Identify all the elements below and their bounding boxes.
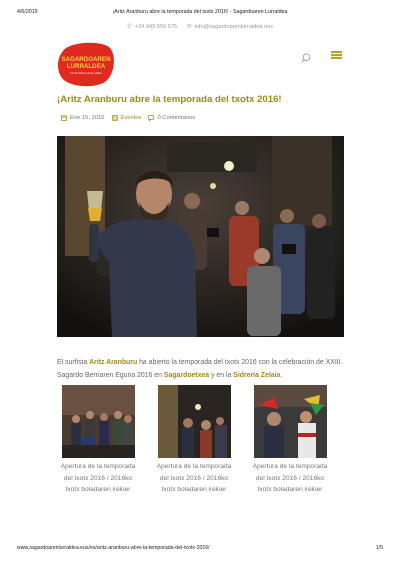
gallery-caption: Apertura de la temporada del txotx 2016 / 2016ko txotx boladaren irekier (60, 463, 136, 493)
post-comments-count[interactable]: 0 Comentarios (157, 115, 196, 121)
phone-number: +34 943 550 575 (134, 23, 178, 30)
body-text-2: ha abierto la temporada del txotx 2016 con la celebración de XXIII. Sagardo Berriaren Eguna 2016 en (57, 359, 343, 379)
calendar-icon (61, 115, 67, 121)
print-document-title: ¡Aritz Aranburu abre la temporada del txotx 2016! - Sagardoaren Lurraldea (112, 9, 288, 15)
folder-icon (112, 115, 118, 121)
email-contact[interactable] (187, 23, 273, 30)
print-url: www.sagardoarenlurraldea.eus/es/aritz-aranburu-abre-la-temporada-del-txotx-2016/ (17, 545, 210, 551)
gallery-caption: Apertura de la temporada del txotx 2016 / 2016ko txotx boladaren irekier (156, 463, 232, 493)
gallery-thumbnail[interactable] (254, 385, 327, 458)
email-address: info@sagardoarenlurraldea.eus (194, 23, 274, 30)
gallery-thumbnail[interactable] (62, 385, 135, 458)
search-icon[interactable] (301, 50, 311, 60)
post-category[interactable] (112, 115, 142, 121)
post-date-text: Ene 15, 2016 (70, 115, 105, 121)
body-text-1: El surfista (57, 359, 90, 366)
hamburger-menu-icon[interactable] (331, 51, 342, 59)
hero-photo (57, 136, 344, 337)
post-category-link[interactable]: Eventos (120, 115, 142, 121)
phone-icon: ✆ (126, 24, 132, 30)
print-header (17, 9, 383, 19)
print-page-number: 1/5 (375, 545, 383, 551)
post-meta (61, 115, 202, 121)
link-sagardoetxea[interactable]: Sagardoetxea (163, 372, 210, 379)
post-body (57, 356, 347, 382)
comment-icon (148, 115, 154, 121)
link-aritz-aranburu[interactable]: Aritz Aranburu (89, 359, 138, 366)
gallery-caption: Apertura de la temporada del txotx 2016 / 2016ko txotx boladaren irekier (252, 463, 328, 493)
post-title: ¡Aritz Aranburu abre la temporada del txotx 2016! (57, 94, 282, 105)
body-text-3: y en la (209, 372, 234, 379)
logo-line1: SAGARDOAREN (61, 56, 111, 63)
gallery-item[interactable] (153, 385, 235, 496)
gallery-item[interactable] (57, 385, 139, 496)
post-date (61, 115, 105, 121)
body-text-4: . (280, 372, 283, 379)
print-date: 4/6/2019 (17, 9, 38, 15)
print-footer (17, 545, 383, 555)
gallery-item[interactable] (249, 385, 331, 496)
site-logo[interactable] (57, 41, 115, 87)
gallery-thumbnail[interactable] (158, 385, 231, 458)
link-sidreria-zelaia[interactable]: Sidrería Zelaia (233, 372, 281, 379)
phone-contact[interactable] (127, 23, 177, 30)
logo-tagline: el territorio de la sidra (70, 71, 102, 75)
post-comments[interactable] (148, 115, 195, 121)
logo-line2: LURRALDEA (66, 63, 106, 70)
envelope-icon: ✉ (186, 24, 192, 30)
contact-bar (0, 23, 400, 30)
